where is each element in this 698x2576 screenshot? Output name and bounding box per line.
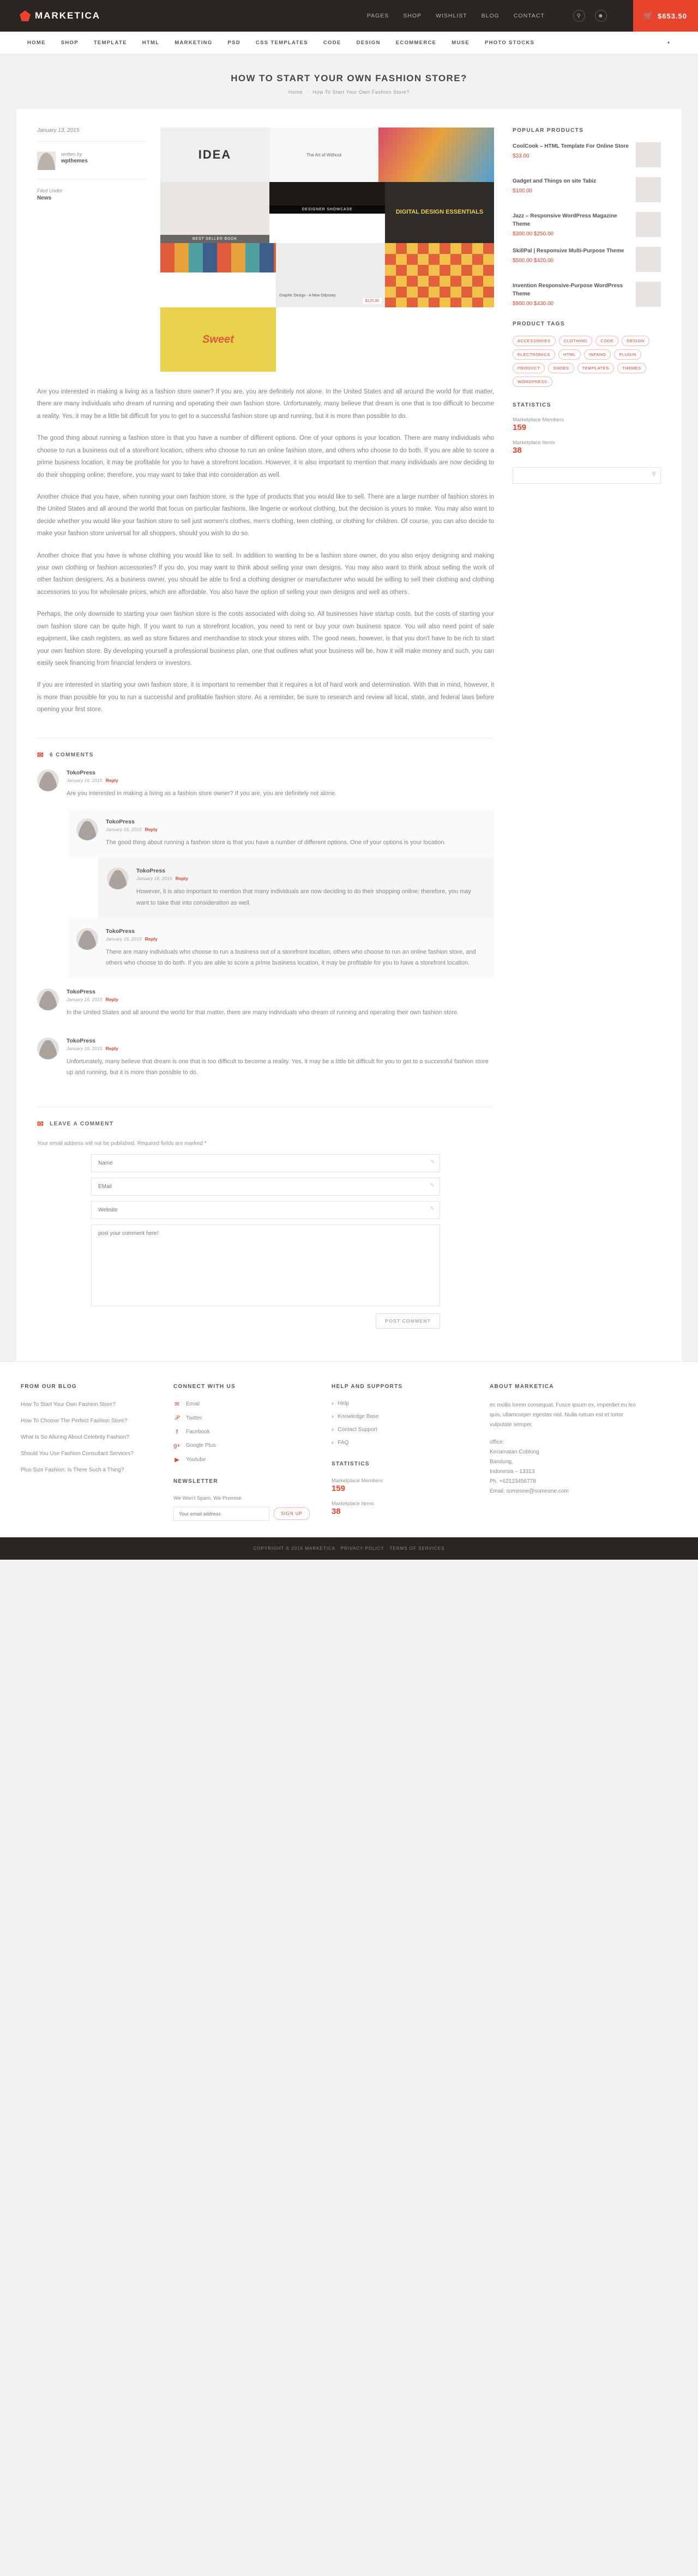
stat-label-members: Marketplace Members xyxy=(513,417,564,423)
main-column xyxy=(37,128,494,1329)
stat-value-members: 159 xyxy=(513,423,527,432)
product-tags-heading: PRODUCT TAGS xyxy=(513,321,565,327)
leave-comment-label: LEAVE A COMMENT xyxy=(50,1120,114,1127)
footer-stat-label-items: Marketplace Items xyxy=(332,1500,374,1507)
breadcrumb-home[interactable]: Home xyxy=(288,89,303,95)
product-title: Gadget and Things on site Tabiz xyxy=(513,178,597,184)
post-paragraph: If you are interested in starting your own fashion store, it is important to remember that it requires a lot of hard work and determination. With that in mind, however, it is more than possible for you to run a successful and profitable fashion store. As a reminder, be sure to research and review all local, state, and federal laws before opening your first store. xyxy=(37,682,494,713)
footer-address-line: office: xyxy=(490,1439,504,1445)
top-nav xyxy=(366,0,687,32)
tag-code[interactable]: CODE xyxy=(595,336,618,346)
gallery-item-digital-design[interactable] xyxy=(385,182,494,243)
product-thumbnail xyxy=(636,177,661,202)
website-input[interactable] xyxy=(91,1201,440,1219)
product-title: CoolCook – HTML Template For Online Store xyxy=(513,143,629,149)
gallery-caption-3: BEST SELLER BOOK xyxy=(160,235,269,243)
footer xyxy=(0,1361,698,1537)
pencil-icon: ✎ xyxy=(430,1205,435,1212)
breadcrumb-separator: · xyxy=(306,89,309,95)
gallery-item-colorful-type[interactable] xyxy=(378,128,494,182)
connect-label: Email xyxy=(186,1401,200,1407)
nav-item-css-templates[interactable]: CSS TEMPLATES xyxy=(255,40,308,46)
gallery-caption-8: Sweet xyxy=(202,333,234,346)
google-plus-icon: g+ xyxy=(173,1442,180,1449)
gallery-item-swatch-grid[interactable] xyxy=(385,243,494,307)
product-price: $900.00 $430.00 xyxy=(513,301,554,307)
nav-item-home[interactable]: HOME xyxy=(27,40,46,46)
author-name[interactable]: wpthemes xyxy=(61,158,88,164)
page-header xyxy=(0,54,698,109)
comments-count: 6 COMMENTS xyxy=(50,751,94,758)
post-gallery xyxy=(160,128,494,372)
product-price: $500.00 $420.00 xyxy=(513,258,554,264)
popular-product-item[interactable] xyxy=(513,142,661,167)
reply-link[interactable]: Reply xyxy=(105,996,118,1002)
nav-item-psd[interactable]: PSD xyxy=(227,40,240,46)
nav-item-shop[interactable]: SHOP xyxy=(61,40,79,46)
footer-statistics-heading: STATISTICS xyxy=(332,1460,370,1467)
page-title: HOW TO START YOUR OWN FASHION STORE? xyxy=(231,73,467,83)
popular-product-item[interactable] xyxy=(513,247,661,272)
leave-comment-heading xyxy=(37,1107,494,1129)
comment-date: January 16, 2015 xyxy=(136,876,172,882)
newsletter-form xyxy=(173,1507,310,1521)
tag-wordpress[interactable]: WORDPRESS xyxy=(513,377,552,387)
tag-electronics[interactable]: ELECTRONICS xyxy=(513,349,555,360)
post-author xyxy=(37,151,146,179)
search-input[interactable] xyxy=(513,467,661,484)
connect-label: Google Plus xyxy=(186,1442,216,1449)
avatar xyxy=(37,769,59,791)
comment-text: Unfortunately, many believe that dream is one that is too difficult to become a reality. Yes, it may be a little bit difficult for you to get to a successful fashion store up and running, but it is more than possible to do. xyxy=(67,1058,489,1076)
nav-item-marketing[interactable]: MARKETING xyxy=(174,40,213,46)
post-category xyxy=(37,188,146,201)
comment-text: The good thing about running a fashion store is that you have a number of different options. One of your options is your location. xyxy=(106,839,446,846)
comments-heading xyxy=(37,738,494,760)
post-paragraph: The good thing about running a fashion store is that you have a number of different options. One of your options is your location. There are many individuals who choose to run a business out of a storefront location, others who choose to run an online fashion store, and others who choose to do both. If you are able to score a prime business location, it may be profitable for you to have a storefront location. However, it is also important to mention that many individuals are now deciding to do their shopping online; therefore, you may want to take that into consideration as well. xyxy=(37,435,494,478)
statistics-heading: STATISTICS xyxy=(513,402,551,408)
pencil-icon: ✎ xyxy=(430,1182,435,1189)
post-header xyxy=(37,128,494,372)
comment-bubble-icon: ✉ xyxy=(37,1119,45,1128)
breadcrumb xyxy=(0,89,698,95)
footer-help-link[interactable]: › Help xyxy=(332,1401,468,1407)
comment-item xyxy=(68,809,494,858)
product-price: $33.00 xyxy=(513,153,529,159)
footer-address-line: Indonesia – 13313 xyxy=(490,1468,535,1475)
gallery-price: $125.00 xyxy=(363,298,382,304)
reply-link[interactable]: Reply xyxy=(105,777,118,783)
nav-item-design[interactable]: DESIGN xyxy=(356,40,381,46)
filed-under-value[interactable]: News xyxy=(37,195,52,201)
footer-blog-link[interactable]: Plus Size Fashion: Is There Such a Thing? xyxy=(21,1466,124,1473)
product-price: $100.00 xyxy=(513,188,533,194)
gallery-item-sweet[interactable] xyxy=(160,307,276,372)
tag-accessories[interactable]: ACCESSORIES xyxy=(513,336,556,346)
post-meta xyxy=(37,128,146,372)
top-nav-wishlist[interactable]: WISHLIST xyxy=(436,13,467,19)
comment-date: January 16, 2015 xyxy=(67,996,103,1002)
comment-item xyxy=(37,979,494,1028)
gallery-item-idea[interactable]: IDEA xyxy=(160,128,269,182)
gallery-caption-1: The Art of Without xyxy=(306,152,342,157)
footer-connect-heading: CONNECT WITH US xyxy=(173,1383,236,1390)
stat-value-items: 38 xyxy=(513,446,522,455)
comment-form xyxy=(91,1154,440,1329)
footer-blog-link[interactable]: How To Choose The Perfect Fashion Store? xyxy=(21,1417,128,1424)
gallery-item-graphic-design-book[interactable] xyxy=(276,243,385,307)
email-field-wrap xyxy=(91,1178,440,1196)
comment-item xyxy=(98,858,494,918)
post-paragraph: Another choice that you have, when running your own fashion store, is the type of products that you would like to sell. There are a large number of fashion stores in the United States and all around the world that focus on particular fashions, like lingerie or workout clothing, but the decision is yours to make. You may also want to decide whether you would like your fashion store to sell just women's clothes, men's clothing, teen clothing, or clothing for children. Of course, you can also decide to make your fashion store universal for all shoppers, should you wish to do so. xyxy=(37,493,494,537)
gallery-caption-5: DIGITAL DESIGN ESSENTIALS xyxy=(395,209,484,216)
comment-item xyxy=(37,760,494,809)
comment-date: January 16, 2015 xyxy=(106,827,142,833)
brand-logo[interactable] xyxy=(20,10,100,21)
tag-design[interactable]: DESIGN xyxy=(622,336,649,346)
name-input[interactable] xyxy=(91,1154,440,1172)
newsletter-signup-button[interactable]: SIGN UP xyxy=(274,1507,310,1520)
footer-stat-value-members: 159 xyxy=(332,1483,346,1493)
newsletter-heading: NEWSLETTER xyxy=(173,1478,218,1484)
stat-label-items: Marketplace Items xyxy=(513,440,555,446)
nav-item-photo-stocks[interactable]: PHOTO STOCKS xyxy=(484,40,535,46)
footer-connect-column xyxy=(173,1384,310,1521)
popular-products-heading: POPULAR PRODUCTS xyxy=(513,128,584,134)
footer-help-link[interactable]: › Knowledge Base xyxy=(332,1414,468,1420)
comment-author[interactable]: TokoPress xyxy=(136,868,165,875)
product-title: Invention Responsive-Purpose WordPress Theme xyxy=(513,283,623,297)
post-paragraph: Perhaps, the only downside to starting your own fashion store is the costs associated with doing so. All businesses have startup costs, but the costs of starting your own fashion store can be quite high. If you want to run a storefront location, you need to rent or buy your own business space. You will also need point of sale equipment, like cash registers, as well as store fixtures and merchandise to stock your stores with. The good news, however, is that you don't have to be rich to start your own fashion store. By developing yourself a professional business plan, one that outlines what your business will be, how it will make money and such, you can easily seek financing from financial lenders or investors. xyxy=(37,611,494,667)
footer-blog-link[interactable]: Should You Use Fashion Consultant Services? xyxy=(21,1450,134,1457)
avatar xyxy=(76,928,98,950)
email-input[interactable] xyxy=(91,1178,440,1196)
mail-icon: ✉ xyxy=(174,1401,180,1408)
logo-mark-icon xyxy=(20,10,31,21)
footer-connect-twitter[interactable] xyxy=(173,1415,310,1422)
tag-clothing[interactable]: CLOTHING xyxy=(559,336,593,346)
product-thumbnail xyxy=(636,142,661,167)
top-bar xyxy=(0,0,698,32)
footer-connect-youtube[interactable] xyxy=(173,1456,310,1463)
footer-address-line: Email: someone@someone.com xyxy=(490,1488,569,1494)
product-title: Jazz – Responsive WordPress Magazine Theme xyxy=(513,213,617,227)
footer-blog-column xyxy=(21,1384,152,1521)
comment-author[interactable]: TokoPress xyxy=(67,769,95,776)
user-icon[interactable]: ☻ xyxy=(595,10,607,22)
copyright-separator: · xyxy=(336,1545,339,1551)
nav-more-button[interactable]: + xyxy=(667,40,671,46)
footer-blog-link[interactable]: What Is So Alluring About Celebrity Fashion? xyxy=(21,1434,129,1440)
product-thumbnail xyxy=(636,247,661,272)
gallery-item-designer-showcase[interactable] xyxy=(269,182,385,214)
facebook-icon: f xyxy=(176,1428,178,1435)
footer-stat-value-items: 38 xyxy=(332,1506,341,1516)
comment-date: January 16, 2015 xyxy=(67,1046,103,1052)
form-note: Your email address will not be published. Required fields are marked * xyxy=(37,1140,207,1147)
twitter-icon: 𝒫 xyxy=(174,1414,179,1421)
nav-item-template[interactable]: TEMPLATE xyxy=(93,40,127,46)
popular-product-item[interactable] xyxy=(513,177,661,202)
avatar xyxy=(107,868,129,889)
reply-link[interactable]: Reply xyxy=(105,1046,118,1052)
nav-item-muse[interactable]: MUSE xyxy=(452,40,470,46)
footer-connect-facebook[interactable] xyxy=(173,1429,310,1435)
comment-item xyxy=(68,918,494,979)
post-date: January 13, 2015 xyxy=(37,128,146,142)
nav-item-code[interactable]: CODE xyxy=(323,40,341,46)
footer-address-line: Bandung, xyxy=(490,1458,513,1465)
top-icons xyxy=(573,10,607,22)
comment-author[interactable]: TokoPress xyxy=(106,819,135,826)
breadcrumb-current: How To Start Your Own Fashion Store? xyxy=(312,89,410,95)
search-icon[interactable]: ⚲ xyxy=(573,10,585,22)
footer-help-link[interactable]: › FAQ xyxy=(332,1440,468,1446)
gallery-item-book-cover[interactable] xyxy=(269,128,378,182)
main-nav xyxy=(0,32,698,54)
product-tags xyxy=(513,336,661,387)
comment-date: January 16, 2015 xyxy=(67,777,103,783)
newsletter-email-input[interactable] xyxy=(173,1507,269,1521)
brand-name: MARKETICA xyxy=(35,10,100,21)
author-label: written by xyxy=(61,151,82,157)
avatar xyxy=(37,989,59,1010)
avatar xyxy=(37,151,56,170)
footer-help-heading: HELP AND SUPPORTS xyxy=(332,1383,403,1390)
footer-stat-label-members: Marketplace Members xyxy=(332,1477,383,1484)
comment-text: Are you interested in making a living as a fashion store owner? If you are, you are definitely not alone. xyxy=(67,790,337,797)
content-shell xyxy=(16,109,682,1361)
pencil-icon: ✎ xyxy=(430,1159,435,1165)
terms-of-services-link[interactable]: TERMS OF SERVICES xyxy=(389,1545,445,1551)
top-nav-shop[interactable]: SHOP xyxy=(403,13,422,19)
comment-text: There are many individuals who choose to run a business out of a storefront location, others who choose to run an online fashion store, and others who choose to do both. If you are able to score a prime business location, it may be profitable for you to have a storefront location. xyxy=(106,949,476,967)
top-nav-blog[interactable]: BLOG xyxy=(481,13,500,19)
connect-label: Twitter xyxy=(186,1415,202,1421)
cart-total: $653.50 xyxy=(658,11,687,20)
copyright-separator: · xyxy=(386,1545,388,1551)
footer-help-link[interactable]: › Contact Support xyxy=(332,1427,468,1433)
footer-connect-google-plus[interactable] xyxy=(173,1442,310,1449)
comment-author[interactable]: TokoPress xyxy=(67,1038,95,1045)
product-price: $300.00 $250.00 xyxy=(513,231,554,237)
tag-plugin[interactable]: PLUGIN xyxy=(614,349,641,360)
connect-label: Facebook xyxy=(186,1429,210,1435)
cart-icon: 🛒 xyxy=(643,11,653,20)
avatar xyxy=(37,1038,59,1059)
newsletter-note: We Won't Spam, We Promise xyxy=(173,1495,242,1501)
post-comment-button[interactable]: POST COMMENT xyxy=(376,1313,440,1329)
popular-product-item[interactable] xyxy=(513,282,661,307)
footer-blog-link[interactable]: How To Start Your Own Fashion Store? xyxy=(21,1401,116,1408)
comment-bubble-icon: ✉ xyxy=(37,750,45,759)
post-paragraph: Another choice that you have is whose clothing you would like to sell. In addition to wanting to be a fashion store owner, do you also enjoy designing and making your own clothing or fashion accessories? If you do, you may want to think about selling your own designs. You may also want to think about selling the work of other fashion designers. As a business owner, you should be able to find a clothing designer or manufacturer who would be willing to sell their clothing and clothing accessories to you for wholesale prices, which are affordable. You also have the option of selling your own designs and well as others. xyxy=(37,552,494,596)
comment-author[interactable]: TokoPress xyxy=(67,988,95,995)
comment-item xyxy=(37,1028,494,1088)
reply-link[interactable]: Reply xyxy=(145,827,158,833)
gallery-caption-4: DESIGNER SHOWCASE xyxy=(269,205,385,214)
avatar xyxy=(76,819,98,840)
top-nav-pages[interactable]: PAGES xyxy=(366,13,389,19)
tag-shoes[interactable]: SHOES xyxy=(548,363,574,373)
tag-html[interactable]: HTML xyxy=(558,349,581,360)
product-title: SkillPal | Responsive Multi-Purpose Theme xyxy=(513,248,624,254)
tag-templates[interactable]: TEMPLATES xyxy=(577,363,614,373)
comment-text: In the United States and all around the world for that matter, there are many individuals who dream of running and operating their own fashion store. xyxy=(67,1009,459,1016)
comment-text: However, it is also important to mention that many individuals are now deciding to do their shopping online; therefore, you may want to take that into consideration as well. xyxy=(136,888,471,906)
footer-about-column xyxy=(490,1384,642,1521)
comment-date: January 16, 2015 xyxy=(106,936,142,942)
copyright-text: COPYRIGHT © 2015 MARKETICA xyxy=(253,1545,335,1551)
nav-item-html[interactable]: HTML xyxy=(142,40,160,46)
cart-button[interactable] xyxy=(633,0,698,32)
footer-help-column xyxy=(332,1384,468,1521)
tag-themes[interactable]: THEMES xyxy=(617,363,646,373)
top-nav-contact[interactable]: CONTACT xyxy=(513,13,545,19)
gallery-item-best-seller[interactable] xyxy=(160,182,269,243)
reply-link[interactable]: Reply xyxy=(175,876,188,882)
footer-connect-email[interactable] xyxy=(173,1401,310,1408)
comment-field-wrap xyxy=(91,1225,440,1308)
sidebar xyxy=(513,128,661,1329)
gallery-item-color-swatches[interactable] xyxy=(160,243,276,272)
tag-infano[interactable]: INFANO xyxy=(584,349,611,360)
footer-address-line: Ph. +62123456778 xyxy=(490,1478,536,1484)
post-paragraph: Are you interested in making a living as a fashion store owner? If you are, you are definitely not alone. In the United States and all around the world for that matter, there are many individuals who dream of running and operating their own fashion store. Unfortunately, many believe that dream is one that is too difficult to become a reality. Yes, it may be a little bit difficult for you to get to a successful fashion store up and running, but it is more than possible to do. xyxy=(37,389,494,420)
footer-address-line: Kecamatan Coblong xyxy=(490,1448,539,1455)
post-body xyxy=(37,386,494,716)
reply-link[interactable]: Reply xyxy=(145,936,158,942)
youtube-icon: ▶ xyxy=(174,1456,179,1463)
copyright-bar xyxy=(0,1537,698,1560)
filed-under-label: Filed Under xyxy=(37,188,63,193)
footer-blog-heading: FROM OUR BLOG xyxy=(21,1383,77,1390)
search-icon[interactable]: ⚲ xyxy=(652,471,656,477)
comment-textarea[interactable] xyxy=(91,1225,440,1306)
connect-label: Youtube xyxy=(186,1456,206,1463)
footer-about-heading: ABOUT MARKETICA xyxy=(490,1383,554,1390)
product-thumbnail xyxy=(636,212,661,237)
sidebar-search xyxy=(513,467,661,484)
gallery-caption-6: Graphic Design - A New Odyssey xyxy=(279,294,336,298)
footer-about-text: ec mollis lorem consequat. Fusce ipsum ex, imperdiet eu leo quis, ullamcorper egestas nisl. Nulla rutrum est et tortor vulputate semper. xyxy=(490,1402,636,1428)
privacy-policy-link[interactable]: PRIVACY POLICY xyxy=(340,1545,384,1551)
comment-author[interactable]: TokoPress xyxy=(106,928,135,935)
tag-product[interactable]: PRODUCT xyxy=(513,363,545,373)
nav-item-ecommerce[interactable]: ECOMMERCE xyxy=(395,40,437,46)
popular-product-item[interactable] xyxy=(513,212,661,237)
website-field-wrap xyxy=(91,1201,440,1219)
name-field-wrap xyxy=(91,1154,440,1172)
product-thumbnail xyxy=(636,282,661,307)
